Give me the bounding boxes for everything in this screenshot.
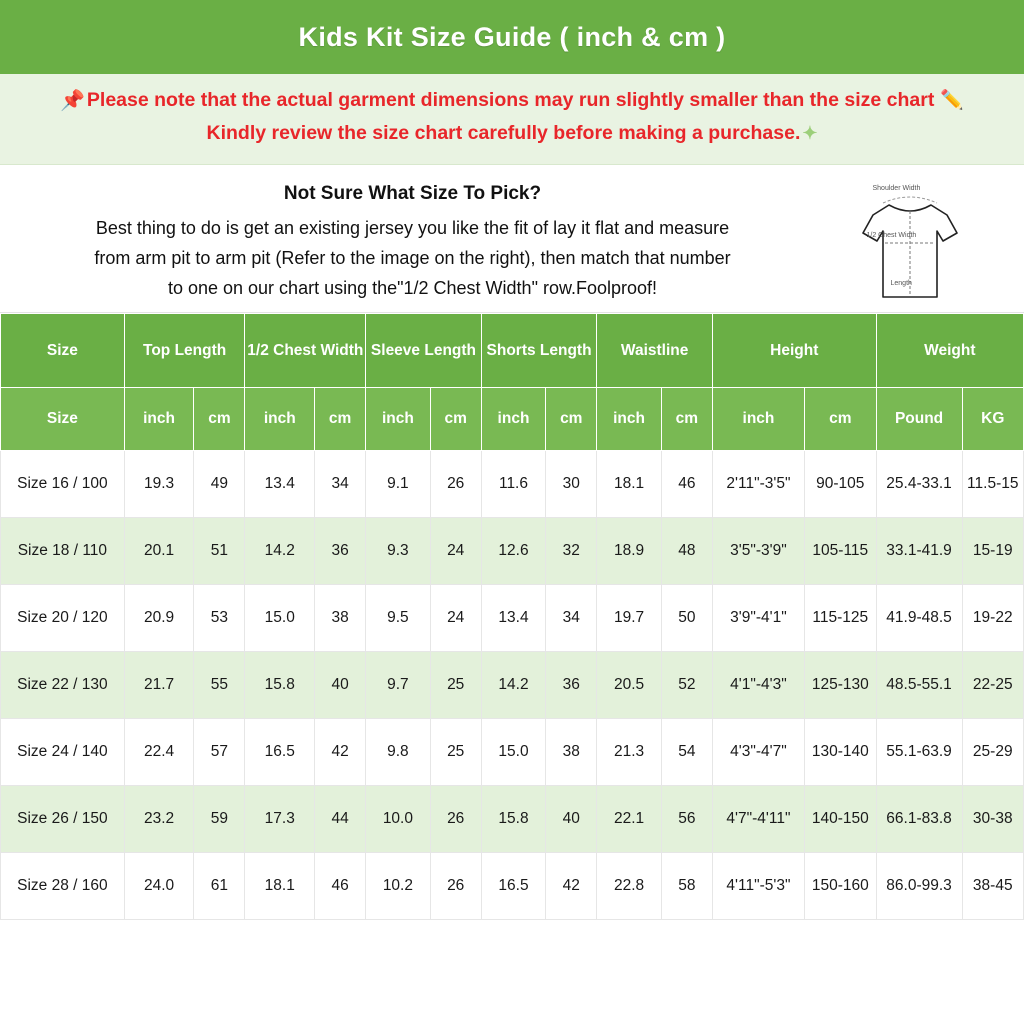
table-cell: 24	[430, 518, 481, 585]
table-cell: 46	[315, 853, 366, 920]
th-unit-top-length-cm: cm	[194, 388, 245, 451]
table-cell: 49	[194, 451, 245, 518]
table-cell-size: Size 20 / 120	[1, 585, 125, 652]
sizing-advice-heading: Not Sure What Size To Pick?	[283, 183, 542, 204]
table-cell: 11.5-15	[962, 451, 1023, 518]
table-cell: 25	[430, 652, 481, 719]
table-cell: 23.2	[124, 786, 194, 853]
table-row	[1, 853, 1024, 920]
sparkles-icon: ✦	[802, 123, 818, 143]
table-cell: 59	[194, 786, 245, 853]
table-cell: 140-150	[804, 786, 876, 853]
th-unit-waist-inch: inch	[597, 388, 661, 451]
table-cell: 36	[315, 518, 366, 585]
table-cell: 15.8	[245, 652, 315, 719]
pushpin-icon: 📌	[60, 90, 85, 112]
table-row	[1, 518, 1024, 585]
table-cell: 12.6	[481, 518, 545, 585]
table-cell: 26	[430, 786, 481, 853]
table-cell: 18.1	[597, 451, 661, 518]
table-cell: 16.5	[245, 719, 315, 786]
table-cell: 50	[661, 585, 712, 652]
table-cell: 130-140	[804, 719, 876, 786]
table-cell: 9.8	[366, 719, 430, 786]
table-cell: 66.1-83.8	[876, 786, 962, 853]
sizing-advice-line-3: to one on our chart using the"1/2 Chest Width" row.Foolproof!	[167, 278, 658, 298]
tshirt-measurement-diagram	[845, 185, 975, 315]
diagram-label-length: Length	[890, 280, 912, 287]
table-row	[1, 585, 1024, 652]
table-cell: 17.3	[245, 786, 315, 853]
table-row	[1, 786, 1024, 853]
table-cell: 20.5	[597, 652, 661, 719]
table-cell: 3'9"-4'1"	[712, 585, 804, 652]
table-cell: 55	[194, 652, 245, 719]
table-cell-size: Size 16 / 100	[1, 451, 125, 518]
size-chart-table	[0, 313, 1024, 920]
table-cell: 38	[315, 585, 366, 652]
table-cell: 48.5-55.1	[876, 652, 962, 719]
sizing-advice-line-1: Best thing to do is get an existing jersey you like the fit of lay it flat and measure	[95, 218, 730, 238]
table-cell: 54	[661, 719, 712, 786]
table-cell: 24	[430, 585, 481, 652]
table-cell: 9.1	[366, 451, 430, 518]
table-cell: 61	[194, 853, 245, 920]
table-cell: 30-38	[962, 786, 1023, 853]
table-cell-size: Size 18 / 110	[1, 518, 125, 585]
sizing-advice-line-2: from arm pit to arm pit (Refer to the image on the right), then match that number	[94, 248, 731, 268]
table-cell: 25	[430, 719, 481, 786]
table-cell: 42	[546, 853, 597, 920]
table-cell: 21.7	[124, 652, 194, 719]
table-row	[1, 652, 1024, 719]
table-cell: 33.1-41.9	[876, 518, 962, 585]
th-half-chest-width: 1/2 Chest Width	[245, 314, 366, 388]
table-cell: 34	[315, 451, 366, 518]
th-size: Size	[1, 314, 125, 388]
th-unit-weight-pound: Pound	[876, 388, 962, 451]
table-cell: 13.4	[481, 585, 545, 652]
tshirt-icon	[845, 185, 975, 310]
th-unit-sleeve-cm: cm	[430, 388, 481, 451]
table-cell: 22.8	[597, 853, 661, 920]
table-cell: 41.9-48.5	[876, 585, 962, 652]
table-cell: 20.9	[124, 585, 194, 652]
table-cell: 115-125	[804, 585, 876, 652]
table-row	[1, 719, 1024, 786]
table-header-row-units	[1, 388, 1024, 451]
sizing-advice-text	[0, 179, 817, 303]
table-cell: 38-45	[962, 853, 1023, 920]
table-cell: 16.5	[481, 853, 545, 920]
table-cell: 18.1	[245, 853, 315, 920]
table-cell: 55.1-63.9	[876, 719, 962, 786]
table-cell: 44	[315, 786, 366, 853]
table-cell: 52	[661, 652, 712, 719]
table-cell: 18.9	[597, 518, 661, 585]
table-cell: 15.0	[245, 585, 315, 652]
table-cell: 42	[315, 719, 366, 786]
page-header	[0, 0, 1024, 74]
th-unit-chest-cm: cm	[315, 388, 366, 451]
notice-text-2: Kindly review the size chart carefully before making a purchase.	[206, 122, 801, 144]
diagram-label-half-chest-width: 1/2 Chest Width	[866, 232, 917, 239]
th-top-length: Top Length	[124, 314, 245, 388]
pencil-icon: ✏️	[940, 90, 964, 111]
table-cell-size: Size 24 / 140	[1, 719, 125, 786]
th-unit-height-cm: cm	[804, 388, 876, 451]
th-unit-waist-cm: cm	[661, 388, 712, 451]
table-cell: 51	[194, 518, 245, 585]
notice-line-2	[14, 117, 1010, 150]
table-cell: 46	[661, 451, 712, 518]
table-cell: 32	[546, 518, 597, 585]
table-cell: 105-115	[804, 518, 876, 585]
table-cell: 36	[546, 652, 597, 719]
table-cell: 40	[315, 652, 366, 719]
table-cell: 56	[661, 786, 712, 853]
table-cell: 4'11"-5'3"	[712, 853, 804, 920]
table-row	[1, 451, 1024, 518]
table-cell: 4'3"-4'7"	[712, 719, 804, 786]
table-cell: 9.7	[366, 652, 430, 719]
th-waistline: Waistline	[597, 314, 713, 388]
sizing-advice-section	[0, 165, 1024, 313]
table-cell: 19.3	[124, 451, 194, 518]
notice-line-1	[14, 84, 1010, 117]
th-unit-shorts-cm: cm	[546, 388, 597, 451]
table-cell-size: Size 28 / 160	[1, 853, 125, 920]
table-cell: 13.4	[245, 451, 315, 518]
table-cell: 10.0	[366, 786, 430, 853]
table-cell: 10.2	[366, 853, 430, 920]
diagram-label-shoulder-width: Shoulder Width	[872, 185, 921, 192]
table-cell: 3'5"-3'9"	[712, 518, 804, 585]
table-cell: 58	[661, 853, 712, 920]
th-sleeve-length: Sleeve Length	[366, 314, 482, 388]
table-cell: 30	[546, 451, 597, 518]
table-head	[1, 314, 1024, 451]
notice-banner	[0, 74, 1024, 165]
th-unit-size: Size	[1, 388, 125, 451]
table-cell: 24.0	[124, 853, 194, 920]
table-cell: 22.4	[124, 719, 194, 786]
th-unit-weight-kg: KG	[962, 388, 1023, 451]
th-weight: Weight	[876, 314, 1023, 388]
th-unit-shorts-inch: inch	[481, 388, 545, 451]
table-cell: 19.7	[597, 585, 661, 652]
table-cell: 25.4-33.1	[876, 451, 962, 518]
table-cell: 15.0	[481, 719, 545, 786]
table-cell: 38	[546, 719, 597, 786]
th-unit-sleeve-inch: inch	[366, 388, 430, 451]
table-body	[1, 451, 1024, 920]
th-unit-chest-inch: inch	[245, 388, 315, 451]
page-title: Kids Kit Size Guide ( inch & cm )	[298, 21, 726, 52]
th-unit-top-length-inch: inch	[124, 388, 194, 451]
tshirt-diagram-container	[817, 179, 1024, 315]
table-cell: 125-130	[804, 652, 876, 719]
table-cell: 150-160	[804, 853, 876, 920]
table-cell: 26	[430, 451, 481, 518]
table-cell: 90-105	[804, 451, 876, 518]
table-cell: 14.2	[245, 518, 315, 585]
table-cell: 4'7"-4'11"	[712, 786, 804, 853]
table-cell: 20.1	[124, 518, 194, 585]
th-shorts-length: Shorts Length	[481, 314, 597, 388]
table-cell: 26	[430, 853, 481, 920]
size-table-container	[0, 313, 1024, 1024]
table-cell: 9.3	[366, 518, 430, 585]
table-cell: 2'11"-3'5"	[712, 451, 804, 518]
table-cell: 21.3	[597, 719, 661, 786]
table-cell: 19-22	[962, 585, 1023, 652]
table-cell: 40	[546, 786, 597, 853]
table-cell: 53	[194, 585, 245, 652]
table-cell: 9.5	[366, 585, 430, 652]
th-height: Height	[712, 314, 876, 388]
table-cell: 22-25	[962, 652, 1023, 719]
table-cell: 14.2	[481, 652, 545, 719]
table-cell: 11.6	[481, 451, 545, 518]
table-cell-size: Size 22 / 130	[1, 652, 125, 719]
table-cell: 15-19	[962, 518, 1023, 585]
th-unit-height-inch: inch	[712, 388, 804, 451]
table-cell: 15.8	[481, 786, 545, 853]
table-header-row-main	[1, 314, 1024, 388]
table-cell: 22.1	[597, 786, 661, 853]
table-cell: 25-29	[962, 719, 1023, 786]
table-cell: 34	[546, 585, 597, 652]
notice-text-1: Please note that the actual garment dimensions may run slightly smaller than the size chart	[86, 89, 935, 111]
table-cell-size: Size 26 / 150	[1, 786, 125, 853]
table-cell: 48	[661, 518, 712, 585]
table-cell: 57	[194, 719, 245, 786]
table-cell: 4'1"-4'3"	[712, 652, 804, 719]
table-cell: 86.0-99.3	[876, 853, 962, 920]
